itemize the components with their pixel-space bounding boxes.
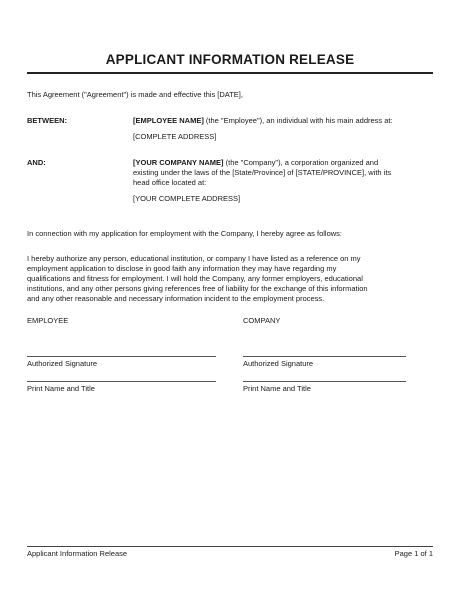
and-party-line3: head office located at:: [133, 178, 207, 187]
employee-signature-line: [27, 356, 216, 357]
footer-document-name: Applicant Information Release: [27, 549, 128, 558]
paragraph-line: employment application to disclose in good faith any information they may have regarding my: [27, 264, 337, 273]
and-party-line2: existing under the laws of the [State/Province] of [STATE/PROVINCE], with its: [133, 168, 392, 177]
paragraph-line: qualifications and fitness for employment. I will hold the Company, any former employers, educational: [27, 274, 363, 283]
footer-page-number: Page 1 of 1: [394, 549, 433, 558]
employee-name-placeholder: [EMPLOYEE NAME]: [133, 116, 204, 125]
between-description: (the "Employee"), an individual with his main address at:: [203, 116, 393, 125]
between-label: BETWEEN:: [27, 116, 67, 125]
paragraph-line: I hereby authorize any person, educational institution, or company I have listed as a reference on my: [27, 254, 361, 263]
and-description: (the "Company"), a corporation organized and: [223, 158, 379, 167]
and-party-line1: [133, 158, 378, 168]
and-label: AND:: [27, 158, 46, 167]
employee-address: [COMPLETE ADDRESS]: [133, 132, 217, 141]
employee-authorized-signature-label: Authorized Signature: [27, 359, 98, 368]
document-title: APPLICANT INFORMATION RELEASE: [105, 52, 355, 67]
company-signature-line: [243, 356, 406, 357]
authorization-paragraph: [27, 254, 368, 304]
paragraph-line: and any other reasonable and necessary information incident to the employment process.: [27, 294, 325, 303]
between-party: [133, 116, 393, 126]
title-rule: [27, 72, 433, 74]
company-print-name-line: [243, 381, 406, 382]
employee-print-name-line: [27, 381, 216, 382]
employee-print-name-label: Print Name and Title: [27, 384, 95, 393]
paragraph-line: institutions, and any other persons giving references free of liability for the exchange of this information: [27, 284, 368, 293]
company-name-placeholder: [YOUR COMPANY NAME]: [133, 158, 224, 167]
company-authorized-signature-label: Authorized Signature: [243, 359, 314, 368]
company-address: [YOUR COMPLETE ADDRESS]: [133, 194, 241, 203]
company-print-name-label: Print Name and Title: [243, 384, 311, 393]
employee-heading: EMPLOYEE: [27, 316, 69, 325]
connection-text: In connection with my application for employment with the Company, I hereby agree as follows:: [27, 229, 343, 238]
intro-text: This Agreement ("Agreement") is made and effective this [DATE],: [27, 90, 243, 99]
company-heading: COMPANY: [243, 316, 281, 325]
footer-rule: [27, 546, 433, 547]
